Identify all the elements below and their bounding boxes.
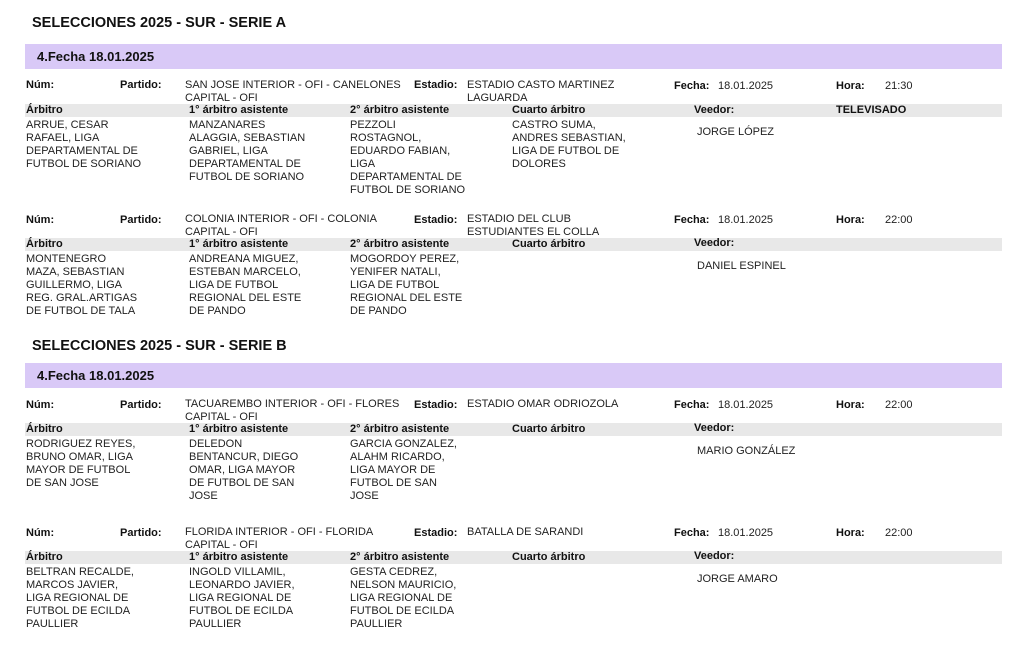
num-label: Núm: [26,214,55,226]
hora-label: Hora: [836,214,865,226]
fecha-value: 18.01.2025 [718,80,774,92]
partido-label: Partido: [120,214,162,226]
fecha-label: Fecha: [674,80,710,92]
veedor-value: MARIO GONZÁLEZ [697,445,796,457]
veedor-header: Veedor: [694,422,735,434]
cuarto-header: Cuarto árbitro [512,423,586,435]
asistente1-header: 1° árbitro asistente [189,423,289,435]
asistente2-header: 2° árbitro asistente [350,104,450,116]
partido-value: FLORIDA INTERIOR - OFI - FLORIDA CAPITAL - OFI [185,526,374,551]
veedor-value: JORGE AMARO [697,573,778,585]
hora-label: Hora: [836,399,865,411]
televisado-label: TELEVISADO [836,104,907,116]
fecha-label: Fecha: [674,214,710,226]
estadio-label: Estadio: [414,399,458,411]
fecha-label: Fecha: [674,399,710,411]
estadio-label: Estadio: [414,79,458,91]
series-title: SELECCIONES 2025 - SUR - SERIE A [32,15,287,31]
asistente2-header: 2° árbitro asistente [350,238,450,250]
asistente1-value: INGOLD VILLAMIL, LEONARDO JAVIER, LIGA REGIONAL DE FUTBOL DE ECILDA PAULLIER [189,566,295,630]
fecha-header: 4.Fecha 18.01.2025 [25,363,1002,388]
asistente2-header: 2° árbitro asistente [350,551,450,563]
asistente1-header: 1° árbitro asistente [189,238,289,250]
veedor-header: Veedor: [694,237,735,249]
asistente1-value: DELEDON BENTANCUR, DIEGO OMAR, LIGA MAYOR DE FUTBOL DE SAN JOSE [189,438,299,502]
fecha-label: Fecha: [674,527,710,539]
asistente2-value: GARCIA GONZALEZ, ALAHM RICARDO, LIGA MAYOR DE FUTBOL DE SAN JOSE [350,438,457,502]
arbitro-value: MONTENEGRO MAZA, SEBASTIAN GUILLERMO, LIGA REG. GRAL.ARTIGAS DE FUTBOL DE TALA [26,253,138,317]
veedor-value: DANIEL ESPINEL [697,260,786,272]
veedor-header: Veedor: [694,104,735,116]
arbitro-value: ARRUE, CESAR RAFAEL, LIGA DEPARTAMENTAL DE FUTBOL DE SORIANO [26,119,142,170]
num-label: Núm: [26,399,55,411]
arbitro-value: BELTRAN RECALDE, MARCOS JAVIER, LIGA REGIONAL DE FUTBOL DE ECILDA PAULLIER [26,566,134,630]
arbitro-header: Árbitro [26,238,63,250]
estadio-value: ESTADIO DEL CLUB ESTUDIANTES EL COLLA [467,213,600,238]
partido-label: Partido: [120,399,162,411]
fecha-value: 18.01.2025 [718,527,774,539]
hora-value: 22:00 [885,399,913,411]
fecha-value: 18.01.2025 [718,399,774,411]
asistente2-value: PEZZOLI ROSTAGNOL, EDUARDO FABIAN, LIGA DEPARTAMENTAL DE FUTBOL DE SORIANO [350,119,466,196]
fecha-value: 18.01.2025 [718,214,774,226]
arbitro-header: Árbitro [26,423,63,435]
veedor-header: Veedor: [694,550,735,562]
arbitro-value: RODRIGUEZ REYES, BRUNO OMAR, LIGA MAYOR DE FUTBOL DE SAN JOSE [26,438,136,489]
estadio-value: ESTADIO CASTO MARTINEZ LAGUARDA [467,79,615,104]
arbitro-header: Árbitro [26,104,63,116]
partido-value: SAN JOSE INTERIOR - OFI - CANELONES CAPITAL - OFI [185,79,401,104]
veedor-value: JORGE LÓPEZ [697,126,775,138]
hora-label: Hora: [836,527,865,539]
cuarto-header: Cuarto árbitro [512,104,586,116]
hora-value: 22:00 [885,214,913,226]
arbitro-header: Árbitro [26,551,63,563]
num-label: Núm: [26,79,55,91]
asistente1-value: ANDREANA MIGUEZ, ESTEBAN MARCELO, LIGA DE FUTBOL REGIONAL DEL ESTE DE PANDO [189,253,302,317]
partido-value: TACUAREMBO INTERIOR - OFI - FLORES CAPITAL - OFI [185,398,400,423]
fecha-header: 4.Fecha 18.01.2025 [25,44,1002,69]
cuarto-header: Cuarto árbitro [512,238,586,250]
asistente2-header: 2° árbitro asistente [350,423,450,435]
partido-label: Partido: [120,527,162,539]
asistente2-value: MOGORDOY PEREZ, YENIFER NATALI, LIGA DE FUTBOL REGIONAL DEL ESTE DE PANDO [350,253,463,317]
estadio-label: Estadio: [414,214,458,226]
asistente2-value: GESTA CEDREZ, NELSON MAURICIO, LIGA REGIONAL DE FUTBOL DE ECILDA PAULLIER [350,566,457,630]
asistente1-value: MANZANARES ALAGGIA, SEBASTIAN GABRIEL, LIGA DEPARTAMENTAL DE FUTBOL DE SORIANO [189,119,306,183]
partido-label: Partido: [120,79,162,91]
asistente1-header: 1° árbitro asistente [189,104,289,116]
asistente1-header: 1° árbitro asistente [189,551,289,563]
estadio-value: ESTADIO OMAR ODRIOZOLA [467,398,619,410]
partido-value: COLONIA INTERIOR - OFI - COLONIA CAPITAL - OFI [185,213,377,238]
hora-label: Hora: [836,80,865,92]
cuarto-value: CASTRO SUMA, ANDRES SEBASTIAN, LIGA DE FUTBOL DE DOLORES [512,119,626,170]
cuarto-header: Cuarto árbitro [512,551,586,563]
hora-value: 22:00 [885,527,913,539]
num-label: Núm: [26,527,55,539]
estadio-value: BATALLA DE SARANDI [467,526,584,538]
estadio-label: Estadio: [414,527,458,539]
hora-value: 21:30 [885,80,913,92]
series-title: SELECCIONES 2025 - SUR - SERIE B [32,338,287,354]
